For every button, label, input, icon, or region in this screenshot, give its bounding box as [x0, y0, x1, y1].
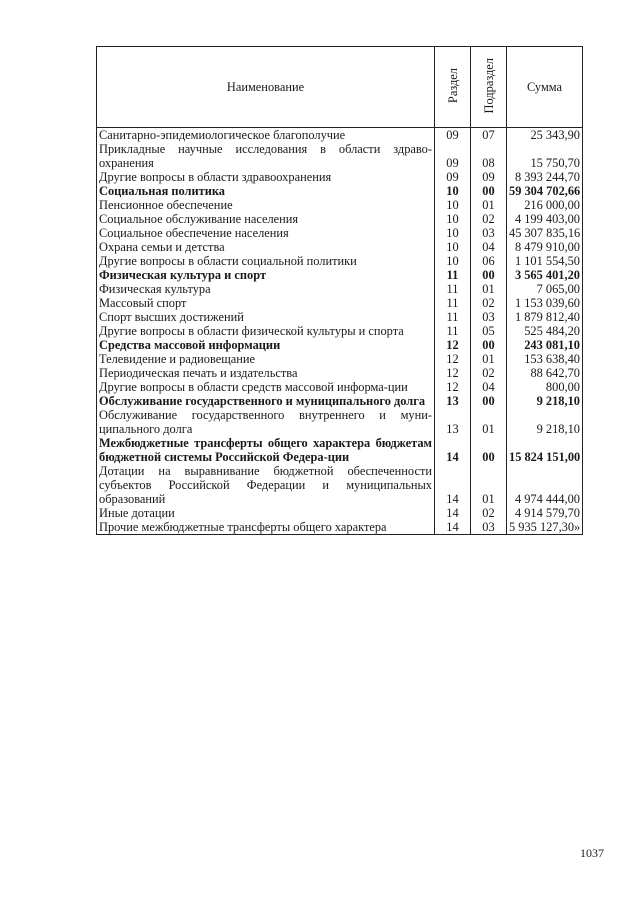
row-name-cell: Другие вопросы в области здравоохранения — [97, 170, 435, 184]
row-sum-cell: 9 218,10 — [507, 408, 583, 436]
row-name-cell: Социальная политика — [97, 184, 435, 198]
row-sum-cell: 4 974 444,00 — [507, 464, 583, 506]
row-sum-cell: 1 101 554,50 — [507, 254, 583, 268]
table-row — [97, 268, 583, 282]
row-name-cell: Иные дотации — [97, 506, 435, 520]
row-name-cell: Средства массовой информации — [97, 338, 435, 352]
table-row — [97, 198, 583, 212]
table-row — [97, 338, 583, 352]
row-name-cell: Пенсионное обеспечение — [97, 198, 435, 212]
row-podrazdel-cell: 09 — [471, 170, 507, 184]
table-row — [97, 254, 583, 268]
row-sum-cell: 25 343,90 — [507, 128, 583, 143]
row-podrazdel-cell: 03 — [471, 520, 507, 535]
row-podrazdel-cell: 00 — [471, 436, 507, 464]
row-sum-cell: 15 750,70 — [507, 142, 583, 170]
row-sum-cell: 5 935 127,30» — [507, 520, 583, 535]
row-sum-cell: 216 000,00 — [507, 198, 583, 212]
row-podrazdel-cell: 04 — [471, 240, 507, 254]
header-sum: Сумма — [507, 47, 583, 128]
row-name-cell: Прочие межбюджетные трансферты общего характера — [97, 520, 435, 535]
table-row — [97, 394, 583, 408]
row-sum-cell: 1 879 812,40 — [507, 310, 583, 324]
table-body — [97, 128, 583, 535]
row-razdel-cell: 09 — [435, 128, 471, 143]
row-razdel-cell: 13 — [435, 394, 471, 408]
row-razdel-cell: 14 — [435, 464, 471, 506]
row-name-cell: Охрана семьи и детства — [97, 240, 435, 254]
row-podrazdel-cell: 07 — [471, 128, 507, 143]
table-row — [97, 170, 583, 184]
row-name-cell: Другие вопросы в области социальной политики — [97, 254, 435, 268]
row-podrazdel-cell: 00 — [471, 394, 507, 408]
row-razdel-cell: 10 — [435, 240, 471, 254]
row-podrazdel-cell: 00 — [471, 184, 507, 198]
row-razdel-cell: 14 — [435, 506, 471, 520]
row-name-cell: Дотации на выравнивание бюджетной обеспеченности субъектов Российской Федерации и муниципальных образований — [97, 464, 435, 506]
row-podrazdel-cell: 08 — [471, 142, 507, 170]
header-name: Наименование — [97, 47, 435, 128]
table-row — [97, 310, 583, 324]
header-razdel: Раздел — [435, 47, 471, 128]
row-podrazdel-cell: 06 — [471, 254, 507, 268]
row-podrazdel-cell: 01 — [471, 352, 507, 366]
row-razdel-cell: 12 — [435, 380, 471, 394]
row-name-cell: Другие вопросы в области средств массовой информа-ции — [97, 380, 435, 394]
row-razdel-cell: 11 — [435, 310, 471, 324]
table-row — [97, 506, 583, 520]
row-podrazdel-cell: 01 — [471, 198, 507, 212]
row-razdel-cell: 14 — [435, 436, 471, 464]
row-sum-cell: 243 081,10 — [507, 338, 583, 352]
table-row — [97, 520, 583, 535]
row-sum-cell: 15 824 151,00 — [507, 436, 583, 464]
row-name-cell: Периодическая печать и издательства — [97, 366, 435, 380]
row-razdel-cell: 13 — [435, 408, 471, 436]
row-sum-cell: 8 479 910,00 — [507, 240, 583, 254]
row-name-cell: Обслуживание государственного внутреннего и муни-ципального долга — [97, 408, 435, 436]
row-razdel-cell: 10 — [435, 212, 471, 226]
row-sum-cell: 59 304 702,66 — [507, 184, 583, 198]
row-sum-cell: 4 914 579,70 — [507, 506, 583, 520]
row-podrazdel-cell: 04 — [471, 380, 507, 394]
row-razdel-cell: 14 — [435, 520, 471, 535]
row-podrazdel-cell: 00 — [471, 338, 507, 352]
row-razdel-cell: 10 — [435, 254, 471, 268]
row-name-cell: Телевидение и радиовещание — [97, 352, 435, 366]
row-name-cell: Физическая культура — [97, 282, 435, 296]
row-razdel-cell: 12 — [435, 366, 471, 380]
table-row — [97, 408, 583, 436]
table-header-row — [97, 47, 583, 128]
row-podrazdel-cell: 00 — [471, 268, 507, 282]
row-razdel-cell: 09 — [435, 142, 471, 170]
row-name-cell: Санитарно-эпидемиологическое благополучие — [97, 128, 435, 143]
row-razdel-cell: 12 — [435, 338, 471, 352]
row-podrazdel-cell: 01 — [471, 408, 507, 436]
row-razdel-cell: 11 — [435, 268, 471, 282]
row-sum-cell: 7 065,00 — [507, 282, 583, 296]
table-row — [97, 184, 583, 198]
row-podrazdel-cell: 02 — [471, 296, 507, 310]
table-row — [97, 436, 583, 464]
row-name-cell: Межбюджетные трансферты общего характера бюджетам бюджетной системы Российской Федера-ции — [97, 436, 435, 464]
row-name-cell: Спорт высших достижений — [97, 310, 435, 324]
row-razdel-cell: 10 — [435, 226, 471, 240]
table-row — [97, 324, 583, 338]
row-name-cell: Массовый спорт — [97, 296, 435, 310]
row-sum-cell: 9 218,10 — [507, 394, 583, 408]
table-row — [97, 226, 583, 240]
table-row — [97, 128, 583, 143]
row-sum-cell: 45 307 835,16 — [507, 226, 583, 240]
row-razdel-cell: 11 — [435, 296, 471, 310]
row-name-cell: Прикладные научные исследования в области здраво-охранения — [97, 142, 435, 170]
table-row — [97, 142, 583, 170]
table-row — [97, 464, 583, 506]
budget-table — [96, 46, 583, 535]
header-podrazdel: Подраздел — [471, 47, 507, 128]
table-row — [97, 240, 583, 254]
row-sum-cell: 88 642,70 — [507, 366, 583, 380]
row-sum-cell: 1 153 039,60 — [507, 296, 583, 310]
row-name-cell: Социальное обслуживание населения — [97, 212, 435, 226]
table-row — [97, 296, 583, 310]
row-sum-cell: 800,00 — [507, 380, 583, 394]
row-sum-cell: 525 484,20 — [507, 324, 583, 338]
row-podrazdel-cell: 01 — [471, 464, 507, 506]
table-row — [97, 352, 583, 366]
row-podrazdel-cell: 02 — [471, 212, 507, 226]
row-razdel-cell: 09 — [435, 170, 471, 184]
page-number: 1037 — [580, 846, 604, 860]
row-podrazdel-cell: 02 — [471, 366, 507, 380]
row-name-cell: Физическая культура и спорт — [97, 268, 435, 282]
table-row — [97, 366, 583, 380]
row-razdel-cell: 11 — [435, 282, 471, 296]
row-podrazdel-cell: 01 — [471, 282, 507, 296]
row-podrazdel-cell: 03 — [471, 310, 507, 324]
row-name-cell: Социальное обеспечение населения — [97, 226, 435, 240]
row-sum-cell: 4 199 403,00 — [507, 212, 583, 226]
row-sum-cell: 3 565 401,20 — [507, 268, 583, 282]
table-row — [97, 212, 583, 226]
row-razdel-cell: 10 — [435, 198, 471, 212]
row-sum-cell: 8 393 244,70 — [507, 170, 583, 184]
table-row — [97, 282, 583, 296]
row-podrazdel-cell: 05 — [471, 324, 507, 338]
row-sum-cell: 153 638,40 — [507, 352, 583, 366]
row-razdel-cell: 12 — [435, 352, 471, 366]
table-row — [97, 380, 583, 394]
row-name-cell: Обслуживание государственного и муниципального долга — [97, 394, 435, 408]
row-name-cell: Другие вопросы в области физической культуры и спорта — [97, 324, 435, 338]
row-razdel-cell: 10 — [435, 184, 471, 198]
row-razdel-cell: 11 — [435, 324, 471, 338]
row-podrazdel-cell: 02 — [471, 506, 507, 520]
row-podrazdel-cell: 03 — [471, 226, 507, 240]
